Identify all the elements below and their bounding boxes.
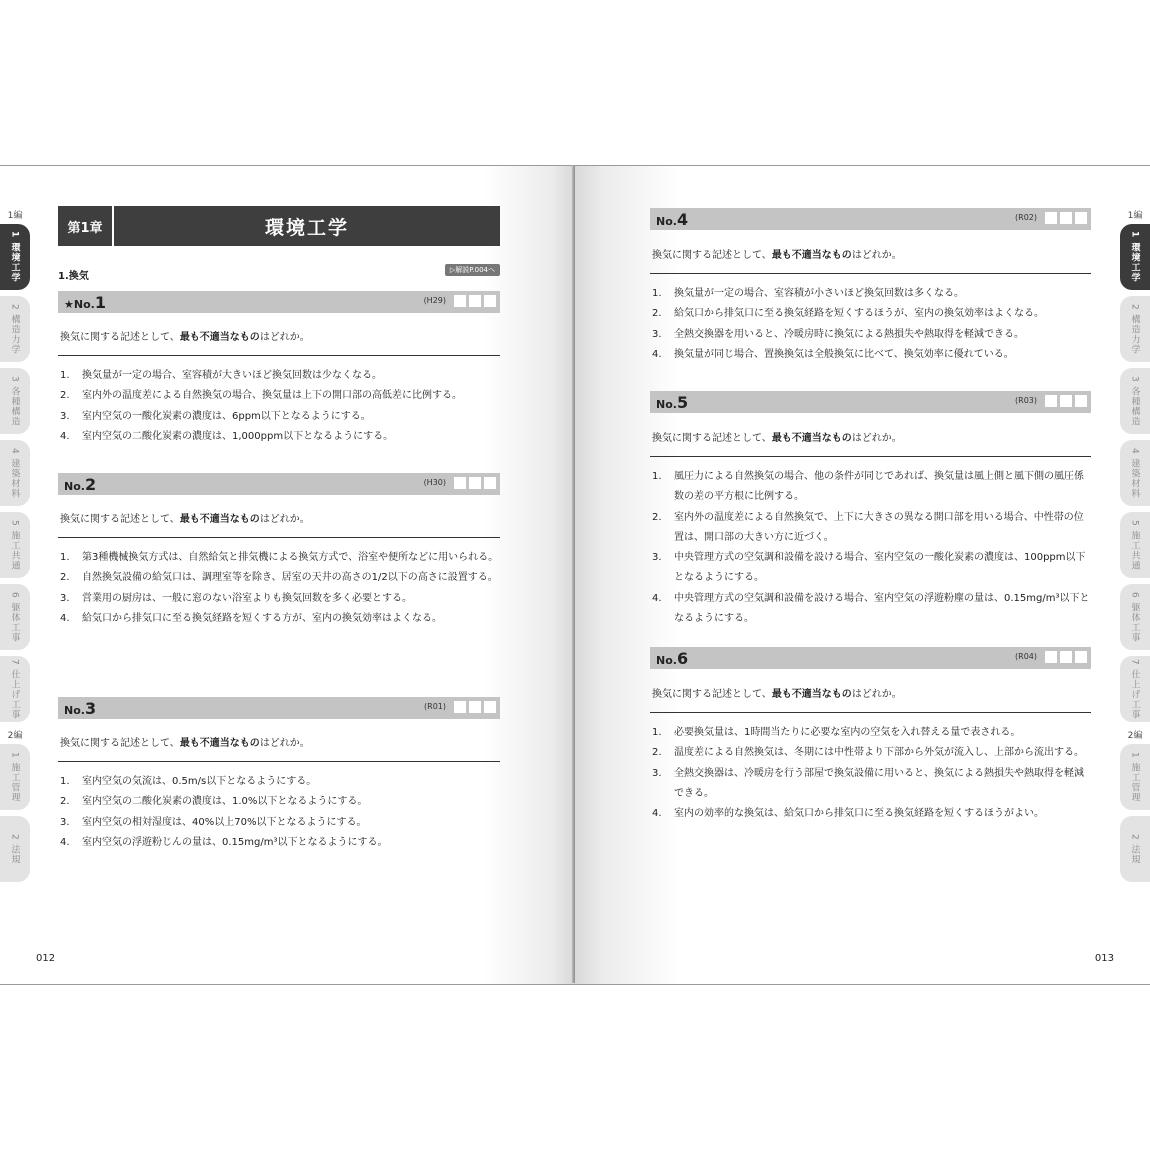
answer-options bbox=[60, 366, 500, 447]
answer-options bbox=[652, 284, 1091, 365]
option-number: 1. bbox=[652, 471, 662, 482]
option-item[interactable] bbox=[60, 772, 500, 792]
option-item[interactable] bbox=[652, 764, 1091, 805]
question-header bbox=[58, 291, 500, 313]
check-boxes bbox=[454, 295, 496, 307]
tab-finishing-work[interactable] bbox=[1120, 656, 1150, 722]
tab-label: 1 環境工学 bbox=[1129, 231, 1140, 283]
stem-text: はどれか。 bbox=[259, 738, 310, 749]
option-text: 室内空気の二酸化炭素の濃度は、1,000ppm以下となるようにする。 bbox=[82, 430, 394, 442]
question-header bbox=[650, 647, 1091, 669]
stem-text: 換気に関する記述として、 bbox=[652, 689, 772, 700]
option-number: 1. bbox=[60, 552, 70, 563]
question-num: 1 bbox=[94, 293, 106, 312]
question-stem bbox=[652, 685, 902, 700]
exam-year: (R02) bbox=[1015, 213, 1037, 222]
tab-label: 7 仕上げ工事 bbox=[1129, 658, 1140, 720]
tab-label: 7 仕上げ工事 bbox=[9, 658, 20, 720]
part-label: 2編 bbox=[1127, 731, 1143, 741]
checkbox[interactable] bbox=[484, 295, 496, 307]
left-page bbox=[0, 165, 575, 985]
option-text: 給気口から排気口に至る換気経路を短くする方が、室内の換気効率はよくなる。 bbox=[82, 612, 442, 624]
tab-frame-work[interactable] bbox=[0, 584, 30, 650]
checkbox[interactable] bbox=[1045, 395, 1057, 407]
option-number: 2. bbox=[60, 390, 70, 402]
tab-environment[interactable] bbox=[0, 224, 30, 290]
tab-construction-common[interactable] bbox=[1120, 512, 1150, 578]
exam-year: (R01) bbox=[424, 702, 446, 711]
option-item[interactable] bbox=[652, 284, 1091, 304]
question-prefix: No. bbox=[656, 654, 677, 667]
option-number: 4. bbox=[60, 430, 70, 442]
option-item[interactable] bbox=[60, 548, 500, 568]
option-item[interactable] bbox=[60, 407, 500, 427]
option-item[interactable] bbox=[60, 386, 500, 406]
option-number: 4. bbox=[652, 348, 662, 360]
stem-text: はどれか。 bbox=[259, 332, 310, 343]
stem-text: はどれか。 bbox=[851, 689, 902, 700]
stem-text: 換気に関する記述として、 bbox=[652, 250, 772, 261]
tab-label: 2 構造力学 bbox=[9, 303, 20, 355]
option-number: 4. bbox=[652, 808, 662, 820]
checkbox[interactable] bbox=[454, 701, 466, 713]
option-item[interactable] bbox=[652, 589, 1091, 630]
option-item[interactable] bbox=[60, 609, 500, 629]
stem-text: 換気に関する記述として、 bbox=[60, 738, 180, 749]
stem-text: 換気に関する記述として、 bbox=[60, 514, 180, 525]
option-number: 2. bbox=[652, 511, 662, 523]
tab-construction-common[interactable] bbox=[0, 512, 30, 578]
question-num: 5 bbox=[676, 393, 689, 412]
option-number: 1. bbox=[60, 370, 70, 381]
tab-label: 1 施工管理 bbox=[1129, 751, 1140, 803]
option-text: 全熱交換器は、冷暖房を行う部屋で換気設備に用いると、換気による熱損失や熱取得を軽減できる。 bbox=[674, 767, 1084, 799]
stem-emphasis: 最も不適当なもの bbox=[179, 738, 260, 749]
question-number bbox=[64, 475, 96, 494]
option-text: 室内空気の二酸化炭素の濃度は、1.0%以下となるようにする。 bbox=[82, 796, 368, 808]
right-chapter-tabs bbox=[1120, 208, 1150, 888]
chapter-header bbox=[58, 206, 500, 246]
option-number: 4. bbox=[652, 592, 662, 604]
option-text: 自然換気設備の給気口は、調理室等を除き、居室の天井の高さの1/2以下の高さに設置する。 bbox=[82, 572, 498, 584]
checkbox[interactable] bbox=[484, 701, 496, 713]
question-header bbox=[650, 391, 1091, 413]
question-num: 6 bbox=[676, 649, 689, 668]
check-boxes bbox=[1045, 212, 1087, 224]
question-number bbox=[656, 210, 688, 229]
question-stem bbox=[652, 429, 902, 444]
right-page bbox=[575, 165, 1150, 985]
option-text: 室内の効率的な換気は、給気口から排気口に至る換気経路を短くするほうがよい。 bbox=[674, 808, 1044, 820]
option-item[interactable] bbox=[60, 833, 500, 853]
section-header bbox=[58, 264, 500, 282]
option-number: 3. bbox=[652, 552, 662, 564]
option-text: 換気量が一定の場合、室容積が小さいほど換気回数は多くなる。 bbox=[674, 288, 964, 299]
option-item[interactable] bbox=[60, 427, 500, 447]
question-stem bbox=[60, 734, 310, 749]
tab-label: 6 躯体工事 bbox=[1129, 591, 1140, 643]
tab-label: 5 施工共通 bbox=[1129, 519, 1140, 571]
checkbox[interactable] bbox=[1075, 395, 1087, 407]
question-number bbox=[656, 393, 688, 412]
tab-materials[interactable] bbox=[0, 440, 30, 506]
chapter-title: 環境工学 bbox=[264, 216, 349, 239]
part-label: 1編 bbox=[1127, 211, 1143, 221]
tab-label: 2 構造力学 bbox=[1129, 303, 1140, 355]
tab-materials[interactable] bbox=[1120, 440, 1150, 506]
tab-construction-management[interactable] bbox=[1120, 744, 1150, 810]
option-item[interactable] bbox=[652, 508, 1091, 549]
tab-label: 4 建築材料 bbox=[1129, 447, 1140, 499]
tab-laws[interactable] bbox=[1120, 816, 1150, 882]
stem-emphasis: 最も不適当なもの bbox=[771, 433, 852, 444]
checkbox[interactable] bbox=[1060, 395, 1072, 407]
option-text: 室内外の温度差による自然換気で、上下に大きさの異なる開口部を用いる場合、中性帯の位置は、開口部の大きい方に近づく。 bbox=[674, 511, 1084, 543]
checkbox[interactable] bbox=[1045, 212, 1057, 224]
question-prefix: No. bbox=[73, 298, 95, 311]
tab-laws[interactable] bbox=[0, 816, 30, 882]
tab-construction-management[interactable] bbox=[0, 744, 30, 810]
checkbox[interactable] bbox=[1045, 651, 1057, 663]
tab-structural-mechanics[interactable] bbox=[0, 296, 30, 362]
option-number: 4. bbox=[60, 612, 70, 624]
stem-emphasis: 最も不適当なもの bbox=[771, 250, 852, 261]
check-boxes bbox=[1045, 651, 1087, 663]
checkbox[interactable] bbox=[1075, 651, 1087, 663]
checkbox[interactable] bbox=[1060, 651, 1072, 663]
question-num: 3 bbox=[84, 699, 97, 718]
question-prefix: No. bbox=[64, 480, 85, 493]
option-item[interactable] bbox=[652, 304, 1091, 324]
option-text: 全熱交換器を用いると、冷暖房時に換気による熱損失や熱取得を軽減できる。 bbox=[674, 328, 1024, 340]
stem-text: 換気に関する記述として、 bbox=[652, 433, 772, 444]
checkbox[interactable] bbox=[469, 477, 481, 489]
checkbox[interactable] bbox=[1060, 212, 1072, 224]
option-text: 給気口から排気口に至る換気経路を短くするほうが、室内の換気効率はよくなる。 bbox=[674, 308, 1044, 320]
tab-structures[interactable] bbox=[0, 368, 30, 434]
question-number bbox=[656, 649, 688, 668]
option-text: 第3種機械換気方式は、自然給気と排気機による換気方式で、浴室や便所などに用いられる。 bbox=[82, 552, 499, 563]
question-num: 4 bbox=[676, 210, 689, 229]
star-icon: ★ bbox=[64, 298, 74, 311]
tab-label: 1 環境工学 bbox=[9, 231, 20, 283]
exam-year: (R04) bbox=[1015, 652, 1037, 661]
tab-label: 2 法規 bbox=[9, 833, 20, 865]
option-number: 3. bbox=[60, 816, 70, 828]
tab-finishing-work[interactable] bbox=[0, 656, 30, 722]
divider bbox=[650, 456, 1091, 457]
check-boxes bbox=[1045, 395, 1087, 407]
page-number: 013 bbox=[1094, 953, 1114, 964]
answer-options bbox=[652, 723, 1091, 824]
divider bbox=[650, 712, 1091, 713]
option-item[interactable] bbox=[60, 813, 500, 833]
option-number: 2. bbox=[652, 747, 662, 759]
question-number bbox=[64, 293, 106, 312]
question-prefix: No. bbox=[656, 215, 677, 228]
exam-year: (H30) bbox=[423, 478, 446, 487]
divider bbox=[650, 273, 1091, 274]
tab-environment[interactable] bbox=[1120, 224, 1150, 290]
option-item[interactable] bbox=[652, 804, 1091, 824]
option-number: 4. bbox=[60, 836, 70, 848]
stem-text: はどれか。 bbox=[259, 514, 310, 525]
question-header bbox=[650, 208, 1091, 230]
divider bbox=[58, 355, 500, 356]
tab-label: 1 施工管理 bbox=[9, 751, 20, 803]
option-item[interactable] bbox=[652, 723, 1091, 743]
option-number: 1. bbox=[60, 776, 70, 787]
option-number: 3. bbox=[652, 328, 662, 340]
divider bbox=[58, 537, 500, 538]
tab-label: 6 躯体工事 bbox=[9, 591, 20, 643]
option-item[interactable] bbox=[60, 589, 500, 609]
answer-options bbox=[60, 548, 500, 629]
question-header bbox=[58, 697, 500, 719]
option-text: 温度差による自然換気は、冬期には中性帯より下部から外気が流入し、上部から流出する。 bbox=[674, 747, 1084, 759]
option-text: 中央管理方式の空気調和設備を設ける場合、室内空気の浮遊粉塵の量は、0.15mg/m³以下となるようにする。 bbox=[674, 592, 1090, 625]
option-text: 換気量が一定の場合、室容積が大きいほど換気回数は少なくなる。 bbox=[82, 370, 382, 381]
option-number: 2. bbox=[652, 308, 662, 320]
page-number: 012 bbox=[36, 953, 56, 964]
checkbox[interactable] bbox=[469, 701, 481, 713]
question-prefix: No. bbox=[656, 398, 677, 411]
question-stem bbox=[652, 246, 902, 261]
part-label: 2編 bbox=[7, 731, 23, 741]
question-prefix: No. bbox=[64, 704, 85, 717]
explanation-reference-badge: ▷解説P.004へ bbox=[445, 264, 500, 276]
option-item[interactable] bbox=[60, 366, 500, 386]
stem-emphasis: 最も不適当なもの bbox=[179, 332, 260, 343]
stem-text: 換気に関する記述として、 bbox=[60, 332, 180, 343]
stem-emphasis: 最も不適当なもの bbox=[771, 689, 852, 700]
option-number: 1. bbox=[652, 727, 662, 738]
question-num: 2 bbox=[84, 475, 97, 494]
tab-structures[interactable] bbox=[1120, 368, 1150, 434]
check-boxes bbox=[454, 477, 496, 489]
tab-label: 3 各種構造 bbox=[1129, 375, 1140, 427]
section-title: 1.換気 bbox=[58, 271, 89, 282]
option-number: 3. bbox=[60, 592, 70, 604]
option-text: 室内空気の浮遊粉じんの量は、0.15mg/m³以下となるようにする。 bbox=[82, 836, 388, 848]
option-number: 2. bbox=[60, 572, 70, 584]
tab-frame-work[interactable] bbox=[1120, 584, 1150, 650]
option-text: 室内空気の一酸化炭素の濃度は、6ppm以下となるようにする。 bbox=[82, 410, 371, 422]
option-item[interactable] bbox=[652, 743, 1091, 763]
answer-options bbox=[60, 772, 500, 853]
option-text: 風圧力による自然換気の場合、他の条件が同じであれば、換気量は風上側と風下側の風圧係数の差の平方根に比例する。 bbox=[674, 471, 1084, 503]
stem-text: はどれか。 bbox=[851, 433, 902, 444]
option-item[interactable] bbox=[60, 568, 500, 588]
option-text: 必要換気量は、1時間当たりに必要な室内の空気を入れ替える量で表される。 bbox=[674, 727, 1021, 738]
question-stem bbox=[60, 510, 310, 525]
tab-label: 4 建築材料 bbox=[9, 447, 20, 499]
option-number: 3. bbox=[652, 767, 662, 779]
tab-label: 2 法規 bbox=[1129, 833, 1140, 865]
question-header bbox=[58, 473, 500, 495]
check-boxes bbox=[454, 701, 496, 713]
option-number: 3. bbox=[60, 410, 70, 422]
exam-year: (R03) bbox=[1015, 396, 1037, 405]
exam-year: (H29) bbox=[423, 296, 446, 305]
divider bbox=[58, 761, 500, 762]
option-text: 中央管理方式の空気調和設備を設ける場合、室内空気の一酸化炭素の濃度は、100ppm以下となるようにする。 bbox=[674, 552, 1086, 584]
option-item[interactable] bbox=[652, 548, 1091, 589]
tab-structural-mechanics[interactable] bbox=[1120, 296, 1150, 362]
option-item[interactable] bbox=[652, 467, 1091, 508]
option-number: 1. bbox=[652, 288, 662, 299]
option-number: 2. bbox=[60, 796, 70, 808]
part-label: 1編 bbox=[7, 211, 23, 221]
checkbox[interactable] bbox=[484, 477, 496, 489]
left-chapter-tabs bbox=[0, 208, 30, 888]
answer-options bbox=[652, 467, 1091, 629]
checkbox[interactable] bbox=[469, 295, 481, 307]
checkbox[interactable] bbox=[1075, 212, 1087, 224]
checkbox[interactable] bbox=[454, 295, 466, 307]
question-number bbox=[64, 699, 96, 718]
option-item[interactable] bbox=[652, 325, 1091, 345]
option-text: 換気量が同じ場合、置換換気は全般換気に比べて、換気効率に優れている。 bbox=[674, 348, 1014, 360]
tab-label: 5 施工共通 bbox=[9, 519, 20, 571]
option-text: 室内空気の相対湿度は、40%以上70%以下となるようにする。 bbox=[82, 816, 367, 828]
checkbox[interactable] bbox=[454, 477, 466, 489]
option-text: 室内空気の気流は、0.5m/s以下となるようにする。 bbox=[82, 776, 317, 787]
stem-emphasis: 最も不適当なもの bbox=[179, 514, 260, 525]
question-stem bbox=[60, 328, 310, 343]
tab-label: 3 各種構造 bbox=[9, 375, 20, 427]
open-book bbox=[0, 165, 1150, 983]
option-text: 営業用の厨房は、一般に窓のない浴室よりも換気回数を多く必要とする。 bbox=[82, 592, 412, 604]
chapter-number: 第1章 bbox=[58, 206, 114, 246]
option-item[interactable] bbox=[60, 792, 500, 812]
stem-text: はどれか。 bbox=[851, 250, 902, 261]
option-item[interactable] bbox=[652, 345, 1091, 365]
option-text: 室内外の温度差による自然換気の場合、換気量は上下の開口部の高低差に比例する。 bbox=[82, 390, 462, 402]
